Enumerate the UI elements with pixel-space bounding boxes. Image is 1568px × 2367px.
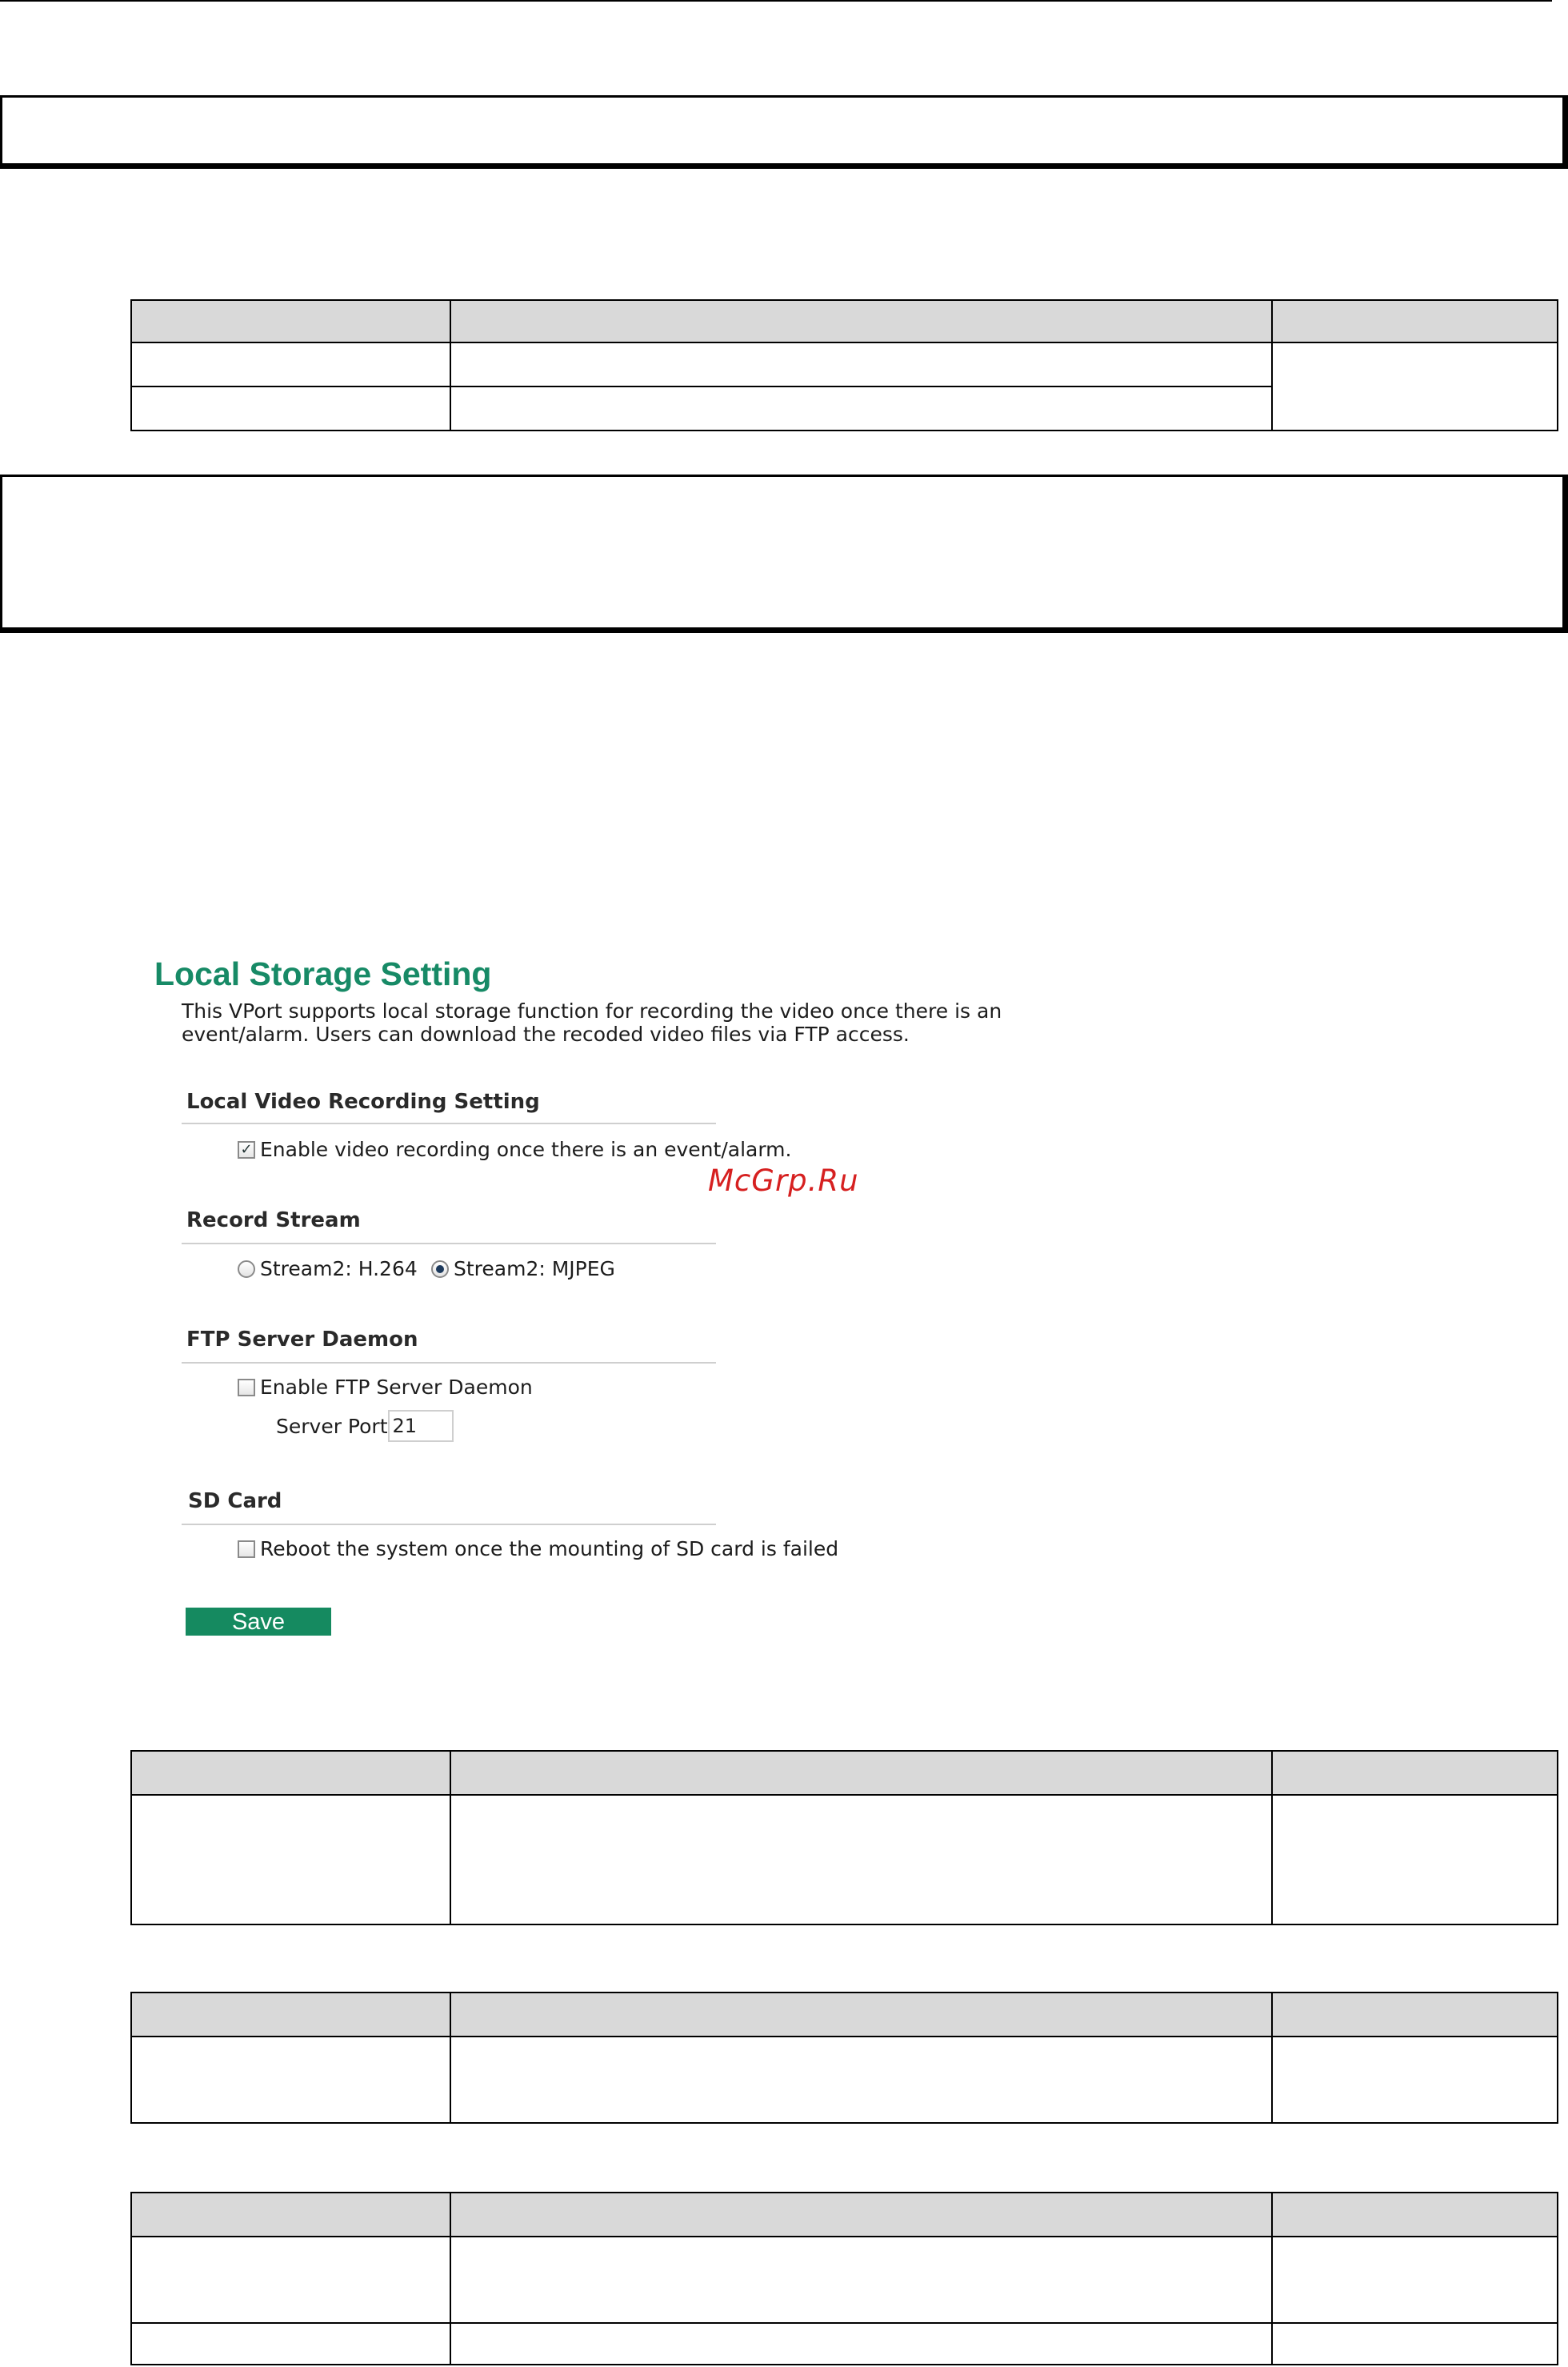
enable-ftp-label: Enable FTP Server Daemon <box>260 1376 533 1399</box>
table-cell <box>1272 1795 1558 1924</box>
table-header-cell <box>1272 1751 1558 1795</box>
page-title: Local Storage Setting <box>154 955 492 992</box>
stream-h264-radio[interactable] <box>238 1260 255 1278</box>
table-header-cell <box>131 2193 450 2237</box>
table-cell <box>450 2323 1272 2365</box>
sd-reboot-checkbox[interactable] <box>238 1540 255 1558</box>
enable-recording-checkbox[interactable] <box>238 1141 255 1159</box>
table-header-cell <box>1272 300 1558 342</box>
section-heading-ftp: FTP Server Daemon <box>186 1328 418 1352</box>
stream-h264-label: Stream2: H.264 <box>260 1257 418 1280</box>
server-port-row <box>276 1410 454 1442</box>
page-top-rule <box>0 0 1552 2</box>
table-header-cell <box>450 1751 1272 1795</box>
table-cell <box>131 386 450 431</box>
stream-mjpeg-option[interactable] <box>431 1257 615 1280</box>
table-header-cell <box>1272 2193 1558 2237</box>
table-header-cell <box>1272 1993 1558 2037</box>
stream-mjpeg-label: Stream2: MJPEG <box>454 1257 615 1280</box>
page-description: This VPort supports local storage function for recording the video once there is an event/alarm. Users can download the recoded video files via FTP access. <box>182 999 1002 1046</box>
section-divider <box>182 1362 716 1364</box>
settings-table-1 <box>130 299 1558 431</box>
table-header-cell <box>131 300 450 342</box>
save-button[interactable]: Save <box>186 1608 331 1636</box>
table-cell <box>1272 2323 1558 2365</box>
table-cell <box>1272 2037 1558 2123</box>
table-cell <box>450 342 1272 386</box>
watermark: McGrp.Ru <box>708 1163 859 1198</box>
section-divider <box>182 1524 716 1525</box>
table-cell <box>1272 342 1558 431</box>
section-heading-sd-card: SD Card <box>188 1489 282 1513</box>
table-header-cell <box>450 1993 1272 2037</box>
enable-ftp-checkbox[interactable] <box>238 1379 255 1396</box>
table-header-cell <box>450 300 1272 342</box>
note-box-middle <box>0 475 1568 633</box>
enable-recording-label: Enable video recording once there is an event/alarm. <box>260 1138 792 1161</box>
table-header-cell <box>131 1751 450 1795</box>
radio-selected-dot <box>436 1265 444 1273</box>
settings-table-4 <box>130 2192 1558 2365</box>
settings-table-2 <box>130 1750 1558 1925</box>
enable-ftp-option[interactable] <box>238 1376 533 1399</box>
table-cell <box>131 2237 450 2323</box>
sd-reboot-option[interactable] <box>238 1537 838 1560</box>
check-mark-icon: ✓ <box>240 1140 253 1158</box>
note-box-top <box>0 95 1568 169</box>
stream-mjpeg-radio[interactable] <box>431 1260 449 1278</box>
enable-recording-option[interactable] <box>238 1138 791 1161</box>
server-port-input[interactable] <box>388 1410 454 1442</box>
section-heading-record-stream: Record Stream <box>186 1208 361 1232</box>
table-cell <box>450 2037 1272 2123</box>
table-header-cell <box>450 2193 1272 2237</box>
sd-reboot-label: Reboot the system once the mounting of SD card is failed <box>260 1537 839 1560</box>
section-divider <box>182 1123 716 1124</box>
server-port-label: Server Port <box>276 1414 388 1438</box>
stream-h264-option[interactable] <box>238 1257 418 1280</box>
table-cell <box>131 2037 450 2123</box>
table-cell <box>131 342 450 386</box>
table-header-cell <box>131 1993 450 2037</box>
settings-table-3 <box>130 1992 1558 2124</box>
table-cell <box>131 2323 450 2365</box>
table-cell <box>450 1795 1272 1924</box>
section-divider <box>182 1243 716 1244</box>
table-cell <box>1272 2237 1558 2323</box>
table-cell <box>131 1795 450 1924</box>
table-cell <box>450 386 1272 431</box>
table-cell <box>450 2237 1272 2323</box>
section-heading-local-video: Local Video Recording Setting <box>186 1090 540 1114</box>
